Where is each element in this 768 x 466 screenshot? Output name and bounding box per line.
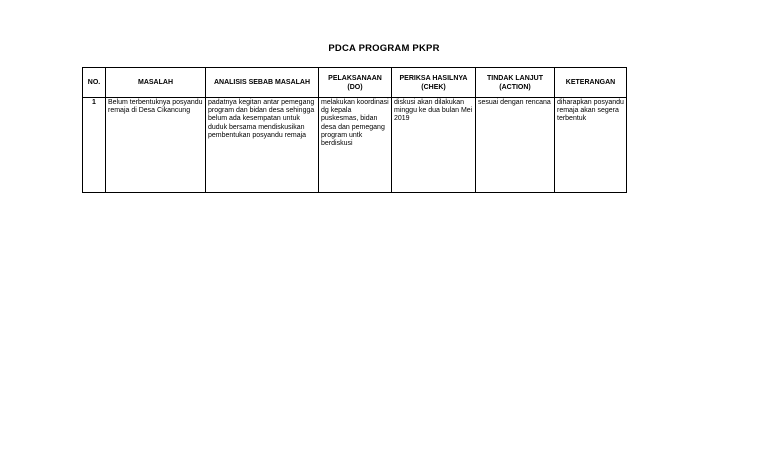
cell-masalah: Belum terbentuknya posyandu remaja di Desa Cikancung bbox=[106, 98, 206, 193]
header-periksa: PERIKSA HASILNYA (CHEK) bbox=[392, 68, 476, 98]
header-pelaksanaan: PELAKSANAAN (DO) bbox=[319, 68, 392, 98]
cell-pelaksanaan: melakukan koordinasi dg kepala puskesmas, bidan desa dan pemegang program untk berdiskusi bbox=[319, 98, 392, 193]
page-title: PDCA PROGRAM PKPR bbox=[328, 43, 440, 54]
cell-tindak-lanjut: sesuai dengan rencana bbox=[476, 98, 555, 193]
table-header-row bbox=[83, 68, 627, 98]
cell-no: 1 bbox=[83, 98, 106, 193]
cell-keterangan: diharapkan posyandu remaja akan segera terbentuk bbox=[555, 98, 627, 193]
header-analisis: ANALISIS SEBAB MASALAH bbox=[206, 68, 319, 98]
header-keterangan: KETERANGAN bbox=[555, 68, 627, 98]
cell-analisis: padatnya kegitan antar pemegang program dan bidan desa sehingga belum ada kesempatan untuk duduk bersama mendiskusikan pembentukan posyandu remaja bbox=[206, 98, 319, 193]
header-masalah: MASALAH bbox=[106, 68, 206, 98]
cell-periksa: diskusi akan dilakukan minggu ke dua bulan Mei 2019 bbox=[392, 98, 476, 193]
pdca-table bbox=[82, 67, 627, 193]
table-row bbox=[83, 98, 627, 193]
header-tindak-lanjut: TINDAK LANJUT (ACTION) bbox=[476, 68, 555, 98]
header-no: NO. bbox=[83, 68, 106, 98]
